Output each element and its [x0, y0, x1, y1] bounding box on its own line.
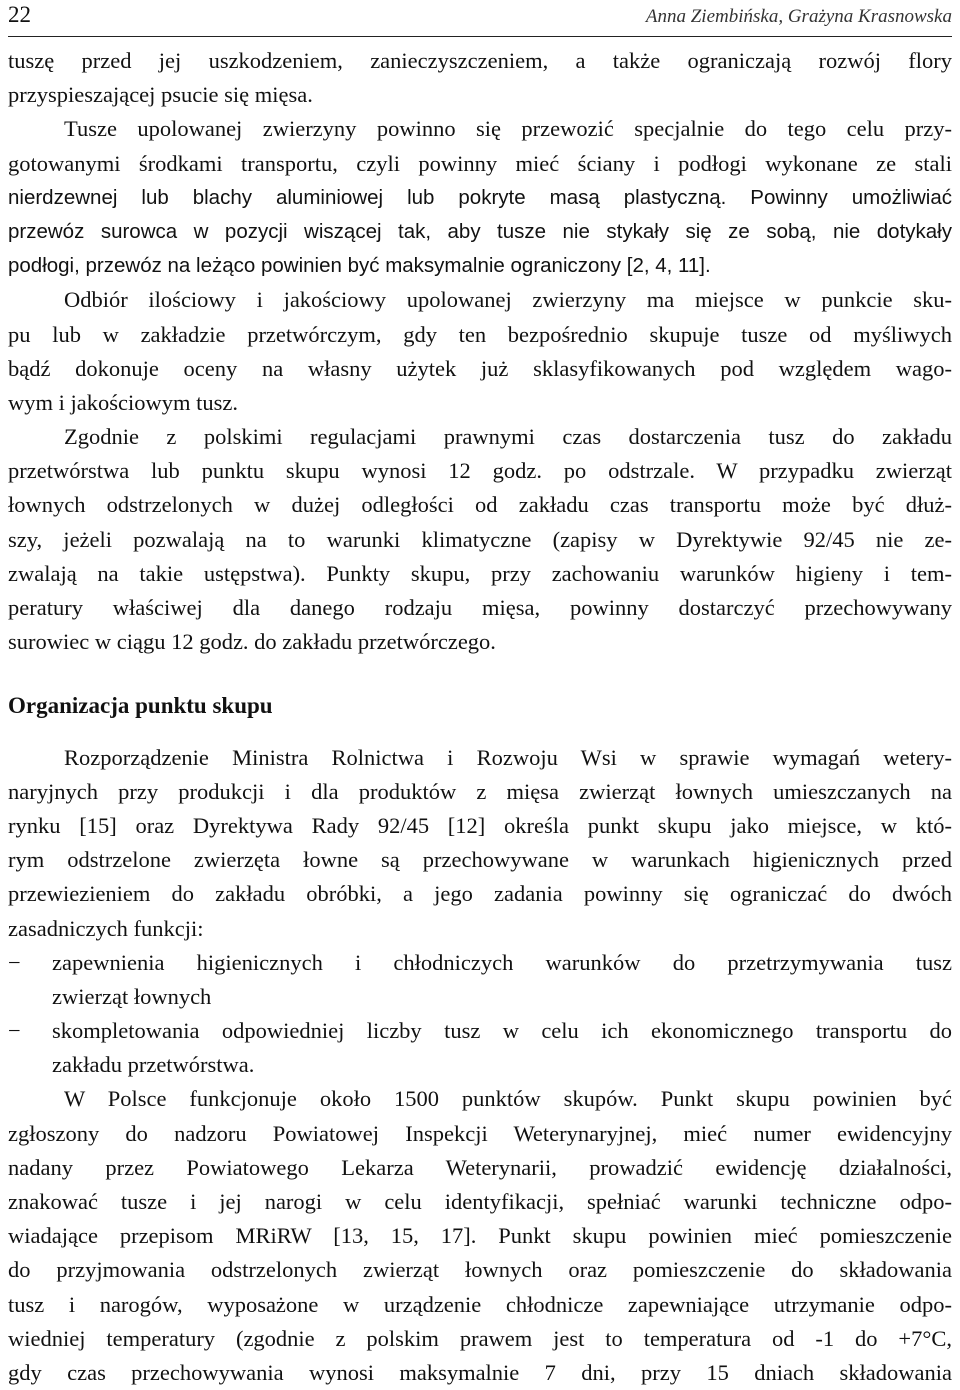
text-line: szy, jeżeli pozwalają na to warunki klimatyczne (zapisy w Dyrektywie 92/45 nie ze-: [8, 526, 952, 552]
page-header: [8, 0, 952, 37]
paragraph-3: [8, 283, 952, 420]
dash-bullet: −: [8, 1018, 21, 1044]
text-line: Zgodnie z polskimi regulacjami prawnymi czas dostarczenia tusz do zakładu: [64, 424, 952, 450]
text-line: wiedniej temperatury (zgodnie z polskim prawem jest to temperatura od -1 do +7°C,: [8, 1325, 952, 1351]
text-line: znakować tusze i jej narogi w celu identyfikacji, spełniać warunki techniczne odpo-: [8, 1189, 952, 1214]
text-line: rynku [15] oraz Dyrektywa Rady 92/45 [12] określa punkt skupu jako miejsce, w któ-: [8, 812, 952, 838]
body-text: [8, 44, 952, 1390]
text-line: łownych odstrzelonych w dużej odległości od zakładu czas transportu może być dłuż-: [8, 492, 952, 518]
list-item-text: zapewnienia higienicznych i chłodniczych warunków do przetrzymywania tusz: [52, 949, 952, 975]
text-line: W Polsce funkcjonuje około 1500 punktów skupów. Punkt skupu powinien być: [64, 1086, 952, 1112]
text-line: bądź dokonuje oceny na własny użytek już sklasyfikowanych pod względem wago-: [8, 355, 952, 381]
paragraph-2: [8, 112, 952, 283]
paragraph-6: [8, 1082, 952, 1390]
text-line: nierdzewnej lub blachy aluminiowej lub pokryte masą plastyczną. Powinny umożliwiać: [8, 185, 952, 209]
text-line: Tusze upolowanej zwierzyny powinno się przewozić specjalnie do tego celu przy-: [64, 116, 952, 142]
paragraph-4: [8, 420, 952, 659]
text-line: tuszę przed jej uszkodzeniem, zanieczyszczeniem, a także ograniczają rozwój flory: [8, 48, 952, 73]
list-item: [8, 1014, 952, 1048]
text-line: Odbiór ilościowy i jakościowy upolowanej zwierzyny ma miejsce w punkcie sku-: [64, 287, 952, 313]
list-item-continuation: zwierząt łownych: [52, 983, 212, 1009]
text-line: rym odstrzelone zwierzęta łowne są przechowywane w warunkach higienicznych przed: [8, 847, 952, 873]
text-line: nadany przez Powiatowego Lekarza Weterynarii, prowadzić ewidencję działalności,: [8, 1154, 952, 1180]
text-line: naryjnych przy produkcji i dla produktów z mięsa zwierząt łownych umieszczanych na: [8, 778, 952, 804]
text-line: peratury właściwej dla danego rodzaju mięsa, powinny dostarczyć przechowywany: [8, 595, 952, 620]
text-line: przetwórstwa lub punktu skupu wynosi 12 godz. po odstrzale. W przypadku zwierząt: [8, 458, 952, 484]
heading-spacer: [8, 724, 952, 741]
text-line: wiadające przepisom MRiRW [13, 15, 17]. Punkt skupu powinien mieć pomieszczenie: [8, 1223, 952, 1249]
text-line: pu lub w zakładzie przetwórczym, gdy ten bezpośrednio skupuje tusze od myśliwych: [8, 321, 952, 347]
text-line: gotowanymi środkami transportu, czyli powinny mieć ściany i podłogi wykonane ze stali: [8, 150, 952, 176]
section-spacer: [8, 659, 952, 689]
text-line: zasadniczych funkcji:: [8, 915, 204, 941]
dash-bullet: −: [8, 949, 21, 975]
dash-list: [8, 946, 952, 1083]
paragraph-5: [8, 741, 952, 946]
text-line: zgłoszony do nadzoru Powiatowej Inspekcji Weterynaryjnej, mieć numer ewidencyjny: [8, 1120, 952, 1146]
text-line: przewiezieniem do zakładu obróbki, a jego zadania powinny się ograniczać do dwóch: [8, 881, 952, 907]
text-line: przyspieszającej psucie się mięsa.: [8, 82, 313, 108]
text-line: wym i jakościowym tusz.: [8, 389, 238, 415]
page-number: 22: [8, 2, 31, 27]
list-item-continuation: zakładu przetwórstwa.: [52, 1052, 255, 1078]
section-heading: Organizacja punktu skupu: [8, 693, 273, 719]
text-line: Rozporządzenie Ministra Rolnictwa i Rozwoju Wsi w sprawie wymagań wetery-: [64, 744, 952, 770]
paragraph-1: [8, 44, 952, 112]
text-line: surowiec w ciągu 12 godz. do zakładu przetwórczego.: [8, 629, 496, 655]
list-item: [8, 946, 952, 980]
text-line: przewóz surowca w pozycji wiszącej tak, aby tusze nie stykały się ze sobą, nie dotykały: [8, 219, 952, 243]
text-line: podłogi, przewóz na leżąco powinien być maksymalnie ograniczony [2, 4, 11].: [8, 254, 711, 278]
text-line: tusz i narogów, wyposażone w urządzenie chłodnicze zapewniające utrzymanie odpo-: [8, 1291, 952, 1317]
text-line: do przyjmowania odstrzelonych zwierząt łownych oraz pomieszczenie do składowania: [8, 1257, 952, 1283]
running-head-authors: Anna Ziembińska, Grażyna Krasnowska: [645, 6, 952, 27]
text-line: gdy czas przechowywania wynosi maksymalnie 7 dni, przy 15 dniach składowania: [8, 1359, 952, 1385]
text-line: zwalają na takie ustępstwa). Punkty skupu, przy zachowaniu warunków higieny i tem-: [8, 560, 952, 586]
list-item-text: skompletowania odpowiedniej liczby tusz w celu ich ekonomicznego transportu do: [52, 1018, 952, 1044]
